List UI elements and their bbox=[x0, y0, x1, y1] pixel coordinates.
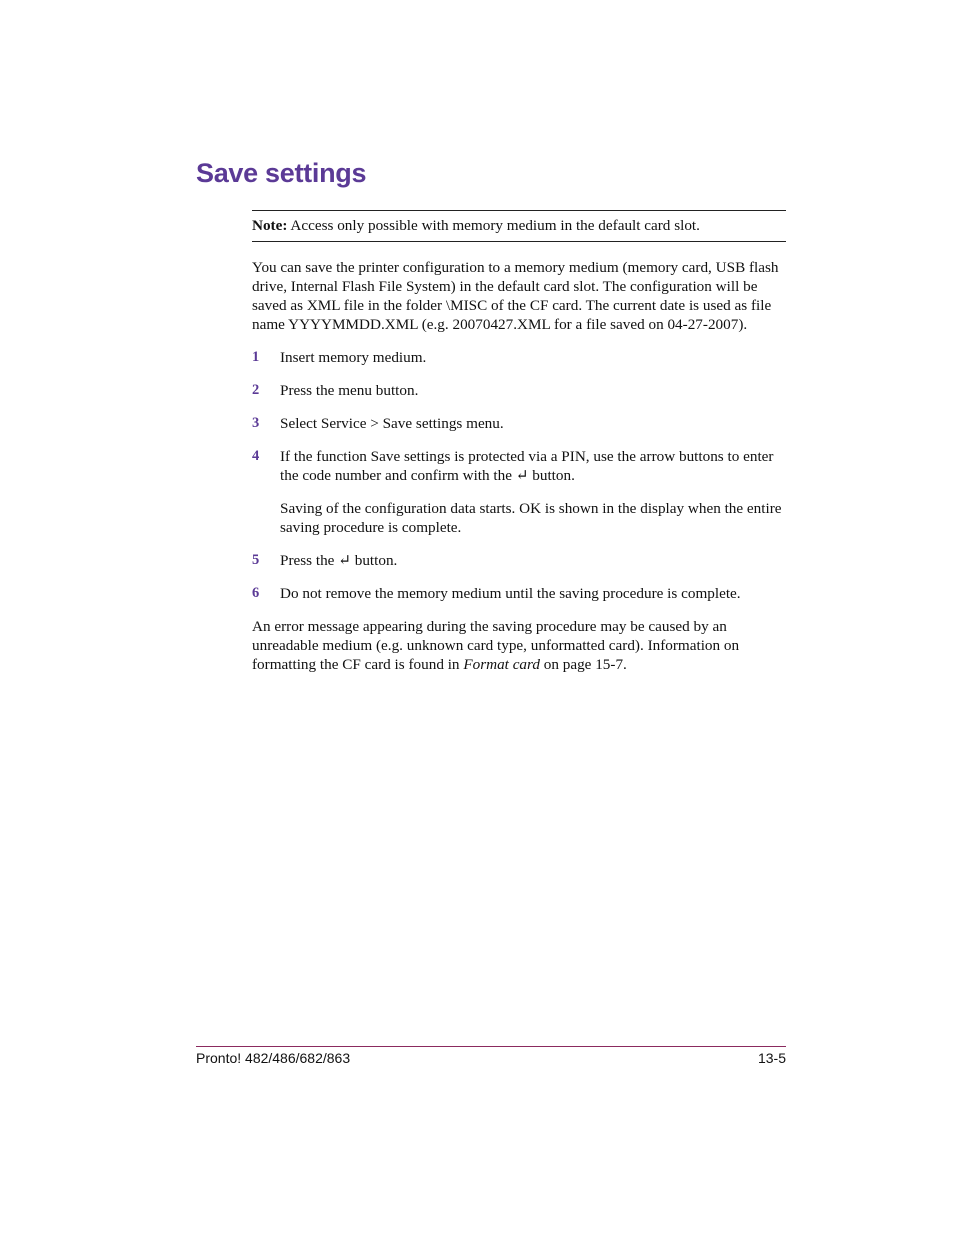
closing-text: An error message appearing during the saving procedure may be caused by an unreadable medium (e.g. unknown card type, unformatted card). Information on formatting the CF card is found in bbox=[252, 618, 740, 673]
step-item bbox=[252, 447, 786, 537]
note-text: Access only possible with memory medium in the default card slot. bbox=[287, 217, 700, 234]
step-item bbox=[252, 414, 786, 433]
step-text: Do not remove the memory medium until the saving procedure is complete. bbox=[280, 585, 741, 602]
main-content bbox=[252, 210, 786, 674]
footer-rule bbox=[196, 1046, 786, 1047]
page-title: Save settings bbox=[196, 158, 367, 188]
step-text: Select Service > Save settings menu. bbox=[280, 415, 504, 432]
step-number: 4 bbox=[252, 448, 260, 464]
step-item bbox=[252, 551, 786, 570]
step-number: 5 bbox=[252, 552, 260, 568]
step-text: Press the menu button. bbox=[280, 382, 419, 399]
step-item bbox=[252, 348, 786, 367]
step-number: 1 bbox=[252, 349, 260, 365]
footer-page-number: 13-5 bbox=[757, 1050, 786, 1066]
intro-paragraph: You can save the printer configuration to a memory medium (memory card, USB flash drive, Internal Flash File System) in the default card slot. The configuration will be saved as XML file in the folder \MISC of the CF card. The current date is used as file name YYYYMMDD.XML (e.g. 20070427.XML for a file saved on 04-27-2007). bbox=[252, 259, 779, 333]
footer-product-name: Pronto! 482/486/682/863 bbox=[196, 1050, 351, 1066]
step-text: Insert memory medium. bbox=[280, 349, 427, 366]
step-subtext: Saving of the configuration data starts. OK is shown in the display when the entire saving procedure is complete. bbox=[280, 500, 782, 536]
closing-page-ref: on page 15-7. bbox=[539, 656, 627, 673]
step-item bbox=[252, 381, 786, 400]
step-item bbox=[252, 584, 786, 603]
step-number: 2 bbox=[252, 382, 260, 398]
step-text: If the function Save settings is protected via a PIN, use the arrow buttons to enter the code number and confirm with the ↵ button. bbox=[280, 448, 774, 484]
step-text: Press the ↵ button. bbox=[280, 552, 398, 569]
step-number: 6 bbox=[252, 585, 260, 601]
note-label: Note: bbox=[252, 217, 288, 234]
note-box bbox=[252, 210, 786, 242]
steps-list bbox=[252, 348, 786, 603]
step-number: 3 bbox=[252, 415, 260, 431]
closing-paragraph bbox=[252, 617, 786, 674]
format-card-reference: Format card bbox=[463, 656, 540, 673]
